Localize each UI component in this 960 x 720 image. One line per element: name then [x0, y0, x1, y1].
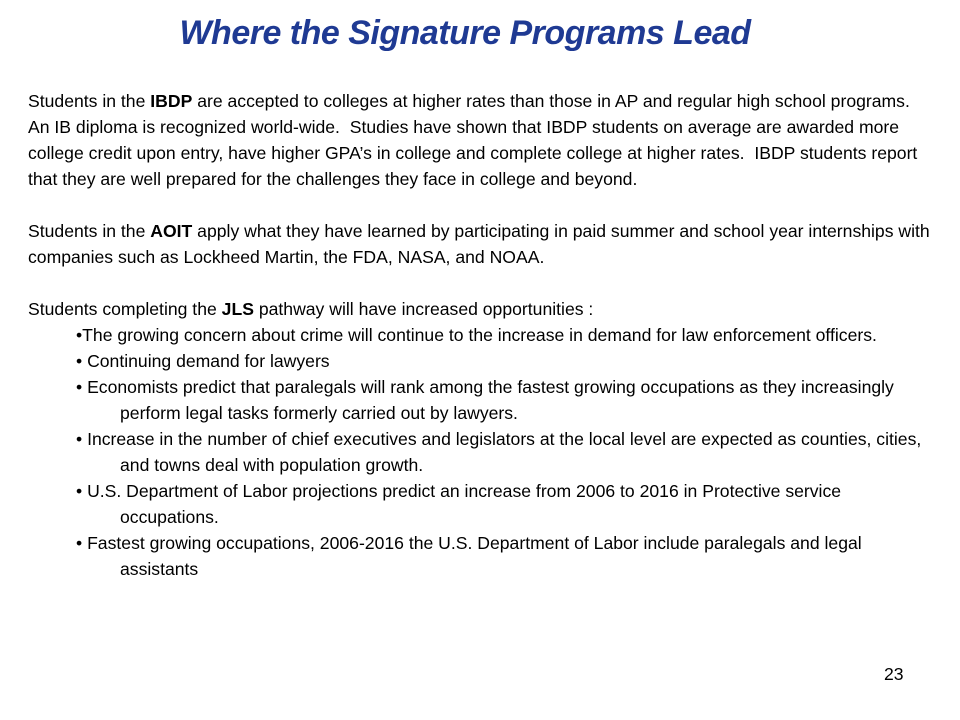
bullet-icon: •	[76, 481, 88, 501]
jls-opportunities-list	[28, 322, 933, 582]
bullet-text: Fastest growing occupations, 2006-2016 the U.S. Department of Labor include paralegals and legal assistants	[87, 533, 862, 579]
bullet-text: Economists predict that paralegals will rank among the fastest growing occupations as they increasingly perform legal tasks formerly carried out by lawyers.	[87, 377, 894, 423]
bullet-icon: •	[76, 533, 88, 553]
bullet-text: U.S. Department of Labor projections predict an increase from 2006 to 2016 in Protective service occupations.	[87, 481, 842, 527]
slide-title: Where the Signature Programs Lead	[179, 14, 751, 52]
list-item	[28, 348, 933, 374]
list-item	[28, 426, 933, 478]
aoit-paragraph-text: apply what they have learned by participating in paid summer and school year internships with companies such as Lockheed Martin, the FDA, NASA, and NOAA.	[28, 221, 935, 267]
slide-body	[28, 88, 933, 582]
ibdp-paragraph	[28, 88, 933, 192]
jls-paragraph-text: pathway will have increased opportunities :	[253, 299, 594, 319]
bullet-icon: •	[76, 377, 88, 397]
jls-paragraph	[28, 296, 933, 322]
ibdp-program-name: IBDP	[150, 91, 193, 111]
ibdp-paragraph-text: are accepted to colleges at higher rates than those in AP and regular high school programs. An IB diploma is recognized world-wide. Studies have shown that IBDP students on average are awarded more college credit upon entry, have higher GPA’s in college and complete college at higher rates. IBDP students report that they are well prepared for the challenges they face in college and beyond.	[28, 91, 923, 189]
bullet-icon: •	[76, 351, 88, 371]
page-number: 23	[884, 664, 904, 684]
list-item	[28, 478, 933, 530]
bullet-text: The growing concern about crime will continue to the increase in demand for law enforcement officers.	[82, 325, 877, 345]
list-item	[28, 530, 933, 582]
bullet-icon: •	[76, 429, 88, 449]
jls-paragraph-lead: Students completing the	[28, 299, 222, 319]
aoit-program-name: AOIT	[150, 221, 193, 241]
bullet-text: Increase in the number of chief executives and legislators at the local level are expected as counties, cities, and towns deal with population growth.	[87, 429, 922, 475]
list-item	[28, 374, 933, 426]
list-item	[28, 322, 933, 348]
aoit-paragraph	[28, 218, 933, 270]
bullet-icon: •	[76, 325, 83, 345]
jls-program-name: JLS	[221, 299, 254, 319]
bullet-text: Continuing demand for lawyers	[87, 351, 330, 371]
ibdp-paragraph-lead: Students in the	[28, 91, 151, 111]
aoit-paragraph-lead: Students in the	[28, 221, 151, 241]
